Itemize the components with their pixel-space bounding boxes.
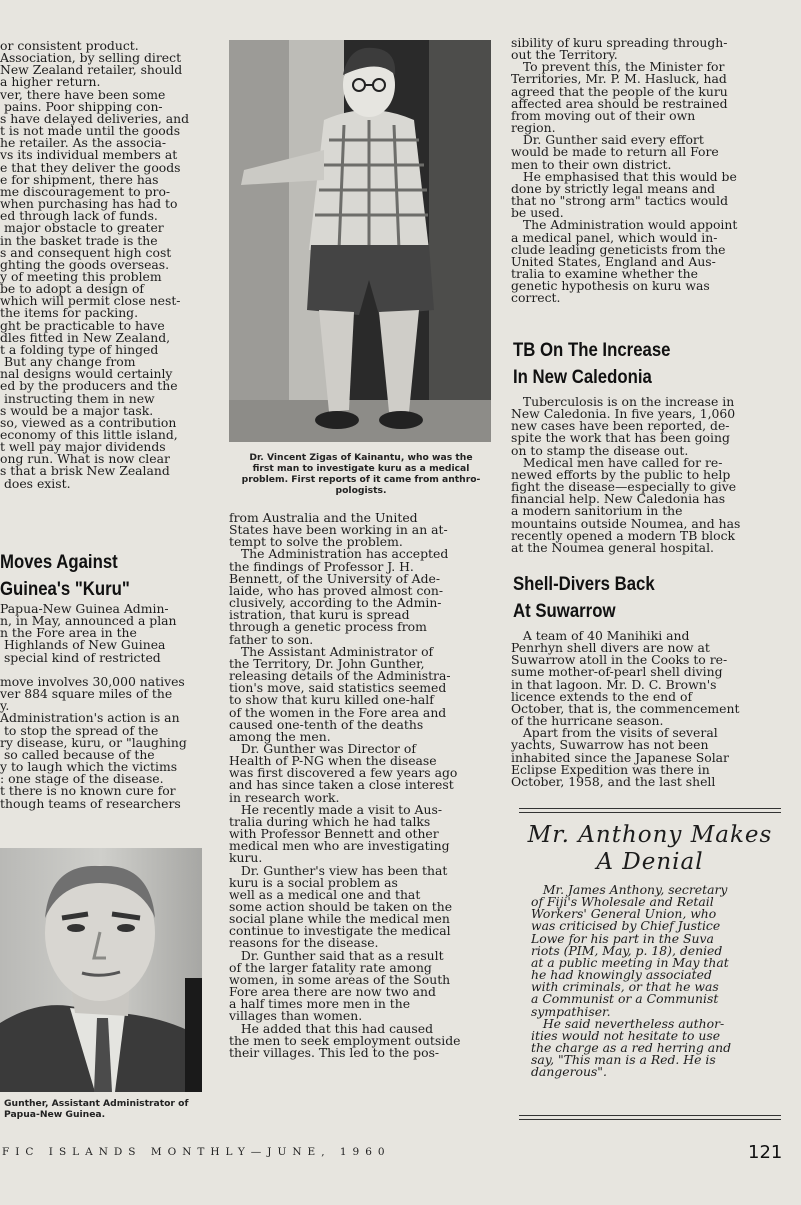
running-title: FIC ISLANDS MONTHLY—JUNE, 1960 xyxy=(2,1146,391,1158)
anthony-box-text xyxy=(531,884,771,1104)
anthony-text: Mr. James Anthony, secretary of Fiji's Wholesale and Retail Workers' General Union, who was criticised by Chief Justice Lowe for his part in the Suva riots (PIM, May, p. 18), denied at a public meeting in May that he had knowingly associated with criminals, or that he was a Communist or a Communist sympathiser. He said nevertheless author- ities would not hesitate to use the charge as a red herring and say, "This man is a Red. He is dangerous". xyxy=(531,884,732,1080)
box-top-rule-2 xyxy=(519,812,781,813)
page-number: 121 xyxy=(748,1142,783,1163)
anthony-title-line-2: A Denial xyxy=(596,849,704,875)
gunther-caption-text: Gunther, Assistant Administrator of Papua-New Guinea. xyxy=(4,1098,189,1120)
gunther-photo-caption xyxy=(4,1098,216,1124)
anthony-box-title xyxy=(519,822,781,882)
kuru-final-text: sibility of kuru spreading through- out the Territory. To prevent this, the Minister for Territories, Mr. P. M. Hasluck, had agreed that the people of the kuru affected area should be restrained from moving out of their own region. Dr. Gunther said every effort would be made to return all Fore men to their own district. He emphasised that this would be done by strictly legal means and that no "strong arm" tactics would be used. The Administration would appoint a medical panel, which would in- clude leading geneticists from the United States, England and Aus- tralia to examine whether the genetic hypothesis on kuru was correct. xyxy=(511,37,738,306)
box-bottom-rule-1 xyxy=(519,1115,781,1116)
kuru-article-start xyxy=(0,603,207,835)
column-1-top xyxy=(0,40,207,532)
kuru-headline xyxy=(0,549,220,605)
zigas-portrait-image xyxy=(229,40,491,442)
column-2-text xyxy=(229,512,493,1128)
shell-divers-article xyxy=(511,630,781,804)
gunther-portrait-image xyxy=(0,848,202,1092)
shell-text: A team of 40 Manihiki and Penrhyn shell divers are now at Suwarrow atoll in the Cooks to re- sume mother-of-pearl shell diving in that lagoon. Mr. D. C. Brown's licence extends to the end of October, that is, the commencement of the hurricane season. Apart from the visits of several yachts, Suwarrow has not been inhabited since the Japanese Solar Eclipse Expedition was there in October, 1958, and the last shell xyxy=(511,630,740,789)
zigas-photo-caption xyxy=(229,452,493,502)
tb-article xyxy=(511,396,781,568)
tb-headline-line-2: In New Caledonia xyxy=(513,366,652,388)
zigas-caption-text: Dr. Vincent Zigas of Kainantu, who was the first man to investigate kuru as a medical problem. First reports of it came from anthro- pologists. xyxy=(241,452,481,496)
tb-headline xyxy=(513,337,783,393)
gunther-photo xyxy=(0,848,202,1092)
tb-text: Tuberculosis is on the increase in New Caledonia. In five years, 1,060 new cases have been reported, de- spite the work that has been going on to stamp the disease out. Medical men have called for re- newed efforts by the public to help fight the disease—especially to give financial help. New Caledonia has a modern sanitorium in the mountains outside Noumea, and has recently opened a modern TB block at the Noumea general hospital. xyxy=(511,396,741,555)
shell-headline-line-2: At Suwarrow xyxy=(513,600,616,622)
kuru-headline-line-2: Guinea's "Kuru" xyxy=(0,578,130,600)
shell-headline-line-1: Shell-Divers Back xyxy=(513,573,655,595)
kuru-continued-text: from Australia and the United States have been working in an at- tempt to solve the problem. The Administration has accepted the findings of Professor J. H. Bennett, of the University of Ade- laide, who has proved almost con- clusively, according to the Admin- istration, that kuru is spread through a genetic process from father to son. The Assistant Administrator of the Territory, Dr. John Gunther, releasing details of the Administra- tion's move, said statistics seemed to show that kuru killed one-half of the women in the Fore area and caused one-tenth of the deaths among the men. Dr. Gunther was Director of Health of P-NG when the disease was first discovered a few years ago and has since taken a close interest in research work. He recently made a visit to Aus- tralia during which he had talks with Professor Bennett and other medical men who are investigating kuru. Dr. Gunther's view has been that kuru is a social problem as well as a medical one and that some action should be taken on the social plane while the medical men continue to investigate the medical reasons for the disease. Dr. Gunther said that as a result of the larger fatality rate among women, in some areas of the South Fore area there are now two and a half times more men in the villages than women. He added that this had caused the men to seek employment outside their villages. This led to the pos- xyxy=(229,512,461,1060)
anthony-title-line-1: Mr. Anthony Makes xyxy=(527,822,773,848)
box-top-rule-1 xyxy=(519,808,781,809)
basket-trade-text: or consistent product. Association, by selling direct New Zealand retailer, should a higher return. ver, there have been some pains. Poor shipping con- s have delayed deliveries, and t is not made until the goods he retailer. As the associa- vs its individual members at e that they deliver the goods e for shipment, there has me discouragement to pro- when purchasing has had to ed through lack of funds. major obstacle to greater in the basket trade is the s and consequent high cost ghting the goods overseas. y of meeting this problem be to adopt a design of which will permit close nest- the items for packing. ght be practicable to have dles fitted in New Zealand, t a folding type of hinged But any change from nal designs would certainly ed by the producers and the instructing them in new s would be a major task. so, viewed as a contribution economy of this little island, t well pay major dividends ong run. What is now clear s that a brisk New Zealand does exist. xyxy=(0,40,190,491)
zigas-photo xyxy=(229,40,491,442)
kuru-headline-line-1: Moves Against xyxy=(0,551,118,573)
tb-headline-line-1: TB On The Increase xyxy=(513,339,671,361)
shell-divers-headline xyxy=(513,571,783,627)
box-bottom-rule-2 xyxy=(519,1119,781,1120)
kuru-text: Papua-New Guinea Admin- n, in May, announced a plan n the Fore area in the Highlands of New Guinea special kind of restricted move involves 30,000 natives ver 884 square miles of the y. Administration's action is an to stop the spread of the ry disease, kuru, or "laughing so called because of the y to laugh which the victims : one stage of the disease. t there is no known cure for though teams of researchers xyxy=(0,603,187,811)
column-3-kuru-end xyxy=(511,37,781,332)
